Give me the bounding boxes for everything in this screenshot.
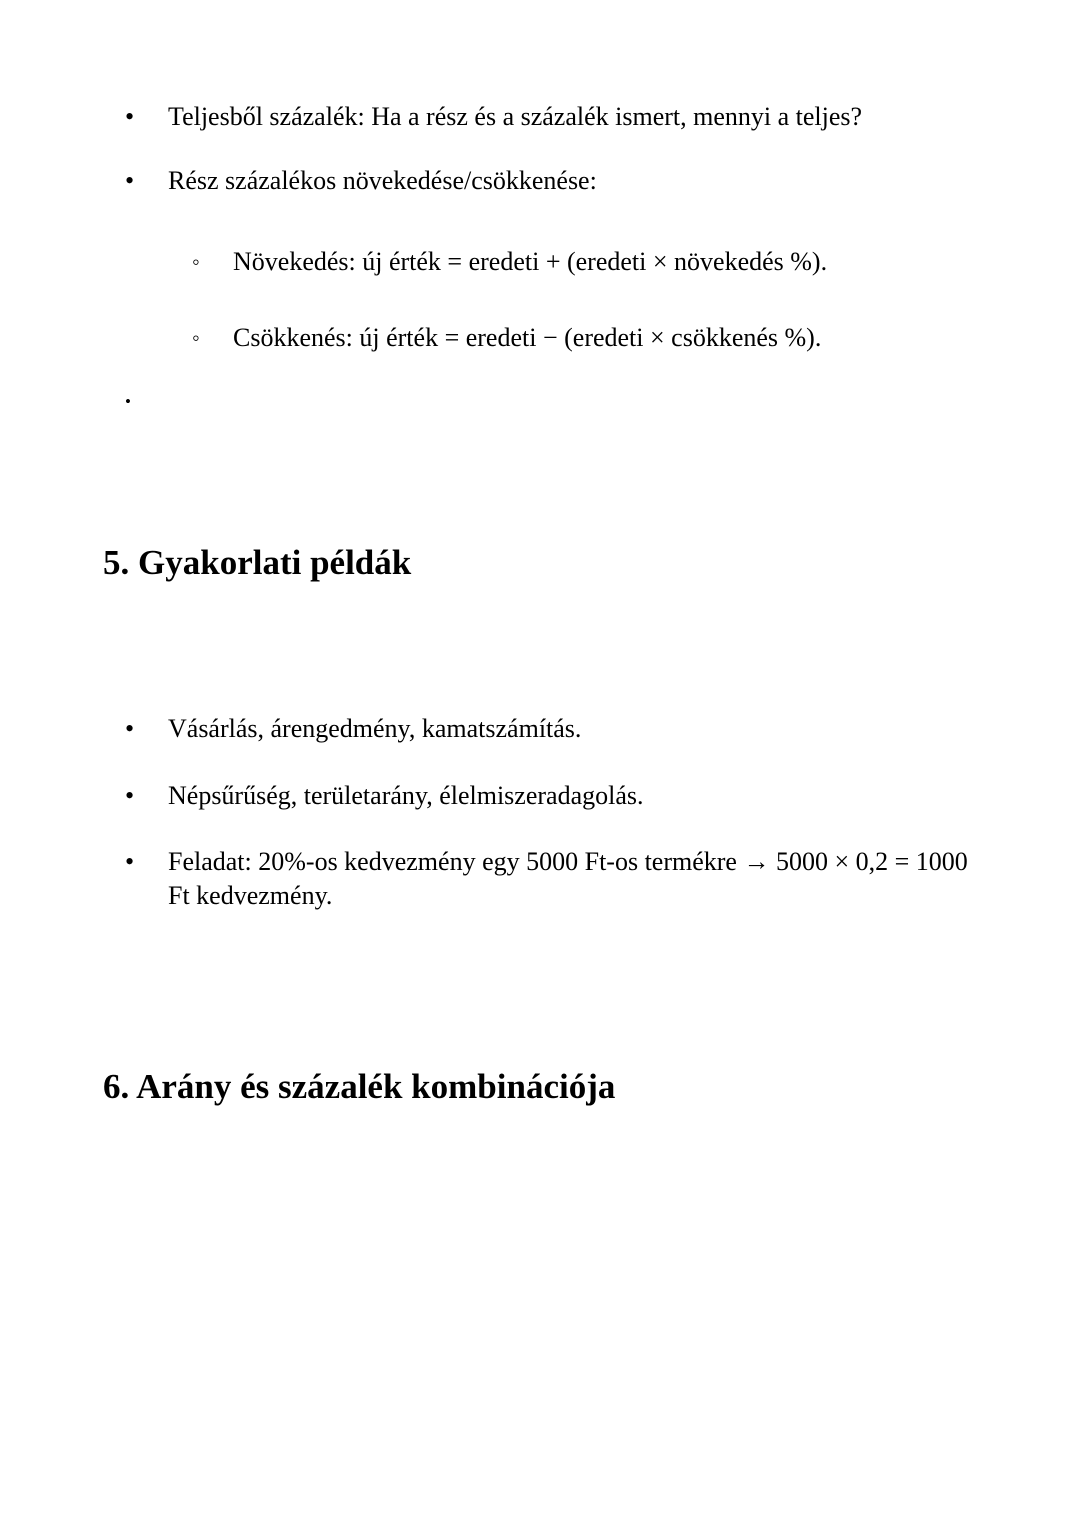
bullet-circle-icon <box>192 245 233 276</box>
section-heading-5: 5. Gyakorlati példák <box>103 543 412 583</box>
list-item-text: Rész százalékos növekedése/csökkenése: <box>168 166 597 196</box>
empty-bullet-item <box>125 393 988 410</box>
bullet-disc-icon <box>125 779 168 813</box>
bullet-circle-icon <box>192 321 233 352</box>
sub-list-item-text: Növekedés: új érték = eredeti + (eredeti × növekedés %). <box>233 246 828 276</box>
bullet-disc-icon <box>125 712 168 746</box>
bullet-disc-icon <box>125 100 168 134</box>
list-item-text: Teljesből százalék: Ha a rész és a százalék ismert, mennyi a teljes? <box>168 102 863 131</box>
sub-list-item <box>192 321 988 355</box>
list-item <box>125 779 988 813</box>
list-item <box>125 845 988 914</box>
sub-list-item-text: Csökkenés: új érték = eredeti − (eredeti × csökkenés %). <box>233 322 822 352</box>
bullet-list-top <box>103 100 988 199</box>
list-item-text: Vásárlás, árengedmény, kamatszámítás. <box>168 714 582 744</box>
list-item <box>125 100 988 134</box>
sub-bullet-list <box>103 245 988 356</box>
sub-list-item <box>192 245 988 279</box>
list-item-text: Népsűrűség, területarány, élelmiszeradagolás. <box>168 780 644 810</box>
bullet-disc-icon <box>125 164 168 198</box>
list-item-text: Feladat: 20%-os kedvezmény egy 5000 Ft-os termékre → 5000 × 0,2 = 1000 Ft kedvezmény. <box>168 846 968 911</box>
section-heading-6: 6. Arány és százalék kombinációja <box>103 1066 616 1106</box>
bullet-list-examples <box>103 712 988 913</box>
bullet-disc-icon <box>125 392 131 411</box>
list-item <box>125 164 988 198</box>
bullet-disc-icon <box>125 845 168 879</box>
list-item <box>125 712 988 746</box>
